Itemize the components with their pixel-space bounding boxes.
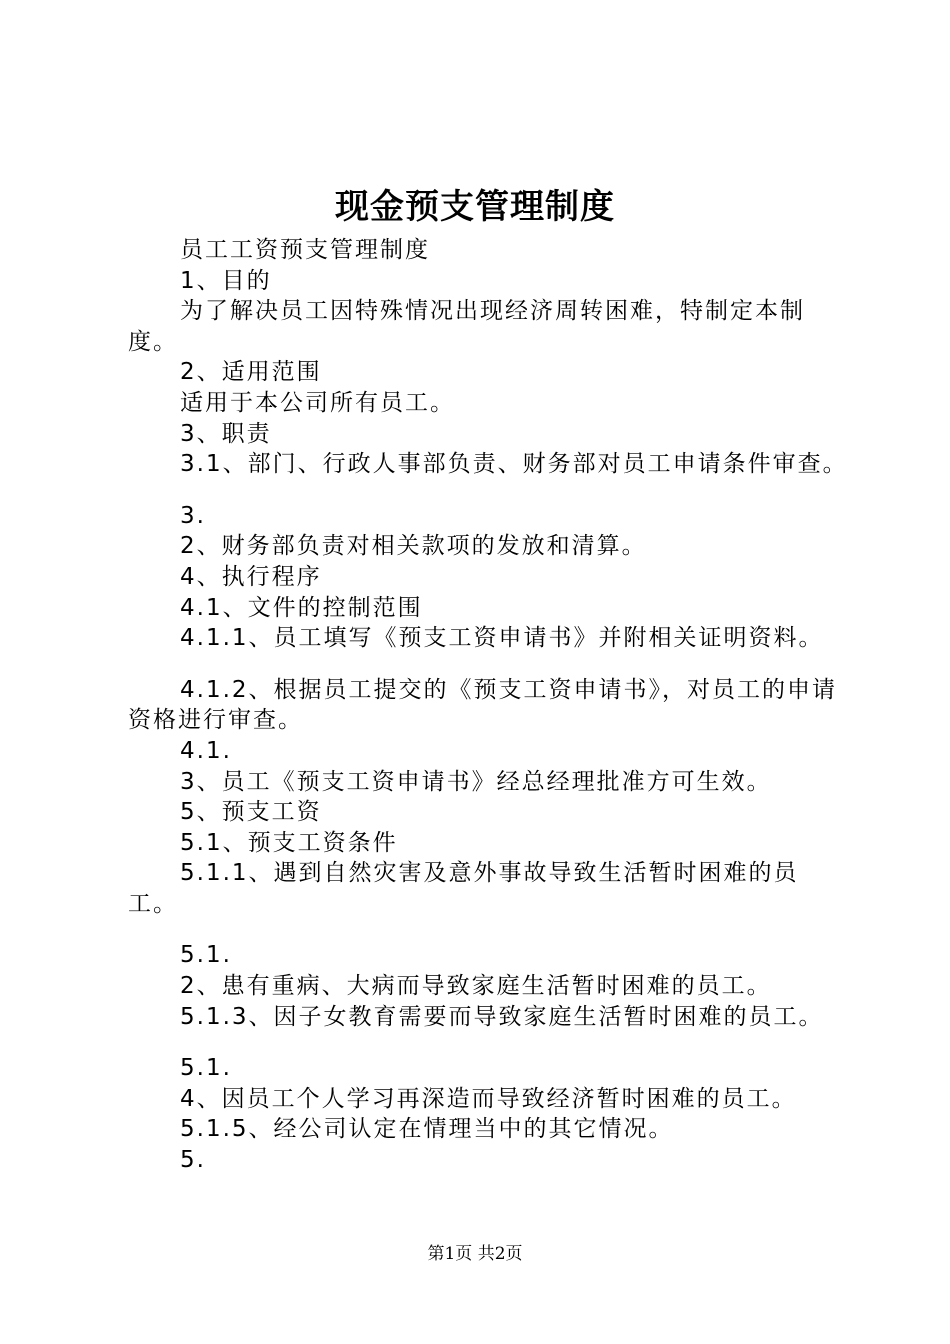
- document-title: 现金预支管理制度: [335, 187, 615, 227]
- paragraph: 5.1.: [180, 942, 232, 969]
- paragraph-gap: [128, 919, 848, 940]
- paragraph: 5.: [180, 1147, 206, 1174]
- paragraph-gap: [128, 480, 848, 501]
- paragraph: 4.1.: [180, 737, 232, 764]
- section-heading: 5、预支工资: [180, 799, 322, 826]
- paragraph: 4.1.2、根据员工提交的《预支工资申请书》，对员工的申请资格进行审查。: [128, 676, 838, 734]
- paragraph: 3.: [180, 502, 206, 529]
- paragraph-gap: [128, 654, 848, 675]
- paragraph: 2、患有重病、大病而导致家庭生活暂时困难的员工。: [180, 973, 772, 1000]
- paragraph: 5.1、预支工资条件: [180, 829, 398, 856]
- section-heading: 2、适用范围: [180, 359, 322, 386]
- paragraph: 5.1.3、因子女教育需要而导致家庭生活暂时困难的员工。: [180, 1003, 824, 1030]
- paragraph: 2、财务部负责对相关款项的发放和清算。: [180, 533, 647, 560]
- paragraph-gap: [128, 1032, 848, 1053]
- paragraph: 5.1.: [180, 1055, 232, 1082]
- paragraph: 为了解决员工因特殊情况出现经济周转困难，特制定本制度。: [128, 298, 805, 355]
- paragraph: 4.1.1、员工填写《预支工资申请书》并附相关证明资料。: [180, 625, 824, 652]
- paragraph: 4.1、文件的控制范围: [180, 594, 423, 621]
- document-body: [128, 235, 848, 1176]
- paragraph: 5.1.1、遇到自然灾害及意外事故导致生活暂时困难的员工。: [128, 860, 799, 917]
- section-heading: 1、目的: [180, 267, 272, 294]
- paragraph: 员工工资预支管理制度: [180, 237, 430, 263]
- paragraph: 5.1.5、经公司认定在情理当中的其它情况。: [180, 1116, 674, 1143]
- paragraph: 3.1、部门、行政人事部负责、财务部对员工申请条件审查。: [180, 451, 848, 478]
- section-heading: 4、执行程序: [180, 563, 322, 590]
- paragraph: 3、员工《预支工资申请书》经总经理批准方可生效。: [180, 768, 772, 795]
- section-heading: 3、职责: [180, 420, 272, 447]
- paragraph: 适用于本公司所有员工。: [180, 389, 455, 416]
- page-indicator: 第1页 共2页: [427, 1244, 523, 1264]
- paragraph: 4、因员工个人学习再深造而导致经济暂时困难的员工。: [180, 1085, 797, 1112]
